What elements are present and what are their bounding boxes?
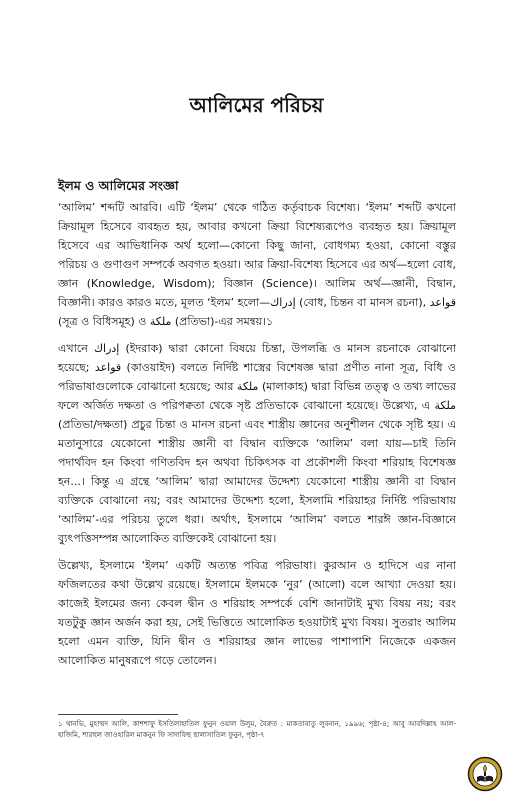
footnote: ১ থানভি, মুহাম্মদ আলি, কাশশাফু ইসতিলাহাতিল ফুনুন ওয়াল উলুম, বৈরুত : মাকতাবাতু লুবনান, ১৯৯৬; পৃষ্ঠা-৪; আবু আবদিল্লাহ আল-হাজিমি, শারহুল জাওহারিল মাকনুন ফি সাদাফিছ ছালাসাতিল ফুনুন, পৃষ্ঠা-৭ bbox=[58, 720, 456, 739]
page-title: আলিমের পরিচয় bbox=[189, 93, 324, 117]
section-heading: ইলম ও আলিমের সংজ্ঞা bbox=[58, 178, 179, 193]
paragraph-1: ‘আলিম’ শব্দটি আরবি। এটি ‘ইলম’ থেকে গঠিত কর্তৃবাচক বিশেষ্য। ‘ইলম’ শব্দটি কখনো ক্রিয়ামূল হিসেবে ব্যবহৃত হয়, আবার কখনো ক্রিয়া বিশেষ্যরূপেও ব্যবহৃত হয়। ক্রিয়ামূল হিসেবে এর আভিধানিক অর্থ হলো—কোনো কিছু জানা, বোধগম্য হওয়া, কোনো বস্তুর পরিচয় ও গুণাগুণ সম্পর্কে অবগত হওয়া। আর ক্রিয়া-বিশেষ্য হিসেবে এর অর্থ—হলো বোধ, জ্ঞান (Knowledge, Wisdom); বিজ্ঞান (Science)। আলিম অর্থ—জ্ঞানী, বিদ্বান, বিজ্ঞানী। কারও কারও মতে, মূলত ‘ইলম’ হলো—إدراك (বোধ, চিন্তন বা মানস রচনা), قواعد (সূত্র ও বিধিসমূহ) ও ملكة (প্রতিভা)-এর সমন্বয়।১ bbox=[58, 201, 456, 328]
footnote-rule bbox=[58, 714, 178, 715]
paragraph-3: উল্লেখ্য, ইসলামে ‘ইলম’ একটি অত্যন্ত পবিত্র পরিভাষা। কুরআন ও হাদিসে এর নানা ফজিলতের কথা উল্লেখ রয়েছে। ইসলামে ইলমকে ‘নুর’ (আলো) বলে আখ্যা দেওয়া হয়। কাজেই ইলমের জন্য কেবল দ্বীন ও শরিয়াহ সম্পর্কে বেশি জানাটাই মুখ্য বিষয় নয়; বরং যতটুকু জ্ঞান অর্জন করা হয়, সেই ভিত্তিতে আলোকিত হওয়াটাই মুখ্য বিষয়। সুতরাং আলিম হলো এমন ব্যক্তি, যিনি দ্বীন ও শরিয়াহর জ্ঞান লাভের পাশাপাশি নিজেকে একজন আলোকিত মানুষরূপে গড়ে তোলেন। bbox=[58, 559, 456, 667]
book-torch-emblem-icon bbox=[467, 756, 503, 792]
publisher-logo bbox=[467, 756, 503, 792]
paragraph-2: এখানে إدراك (ইদরাক) দ্বারা কোনো বিষয়ে চিন্তা, উপলব্ধি ও মানস রচনাকে বোঝানো হয়েছে; قواعد (কাওয়াইদ) বলতে নির্দিষ্ট শাস্ত্রের বিশেষজ্ঞ দ্বারা প্রণীত নানা সূত্র, বিধি ও পরিভাষাগুলোকে বোঝানো হয়েছে; আর ملكة (মালাকাহ) দ্বারা বিভিন্ন তত্ত্ব ও তথ্য লাভের ফলে অর্জিত দক্ষতা ও পরিপক্বতা থেকে সৃষ্ট প্রতিভাকে বোঝানো হয়েছে। উল্লেখ্য, এ ملكة (প্রতিভা/দক্ষতা) প্রচুর চিন্তা ও মানস রচনা এবং শাস্ত্রীয় জ্ঞানের অনুশীলন থেকে সৃষ্টি হয়। এ মতানুসারে যেকোনো শাস্ত্রীয় জ্ঞানী বা বিদ্বান ব্যক্তিকে ‘আলিম’ বলা যায়—চাই তিনি পদার্থবিদ হন কিংবা গণিতবিদ হন অথবা চিকিৎসক বা প্রকৌশলী কিংবা শরিয়াহ বিশেষজ্ঞ হন...। কিন্তু এ গ্রন্থে ‘আলিম’ দ্বারা আমাদের উদ্দেশ্য যেকোনো শাস্ত্রীয় জ্ঞানী বা বিদ্বান ব্যক্তিকে বোঝানো নয়; বরং আমাদের উদ্দেশ্য হলো, ইসলামি শরিয়াহর নির্দিষ্ট পরিভাষায় ‘আলিম’-এর পরিচয় তুলে ধরা। অর্থাৎ, ইসলামে ‘আলিম’ বলতে শারঈ জ্ঞান-বিজ্ঞানে ব্যুৎপত্তিসম্পন্ন আলোকিত ব্যক্তিকেই বোঝানো হয়। bbox=[58, 342, 457, 545]
body-text bbox=[58, 198, 456, 678]
